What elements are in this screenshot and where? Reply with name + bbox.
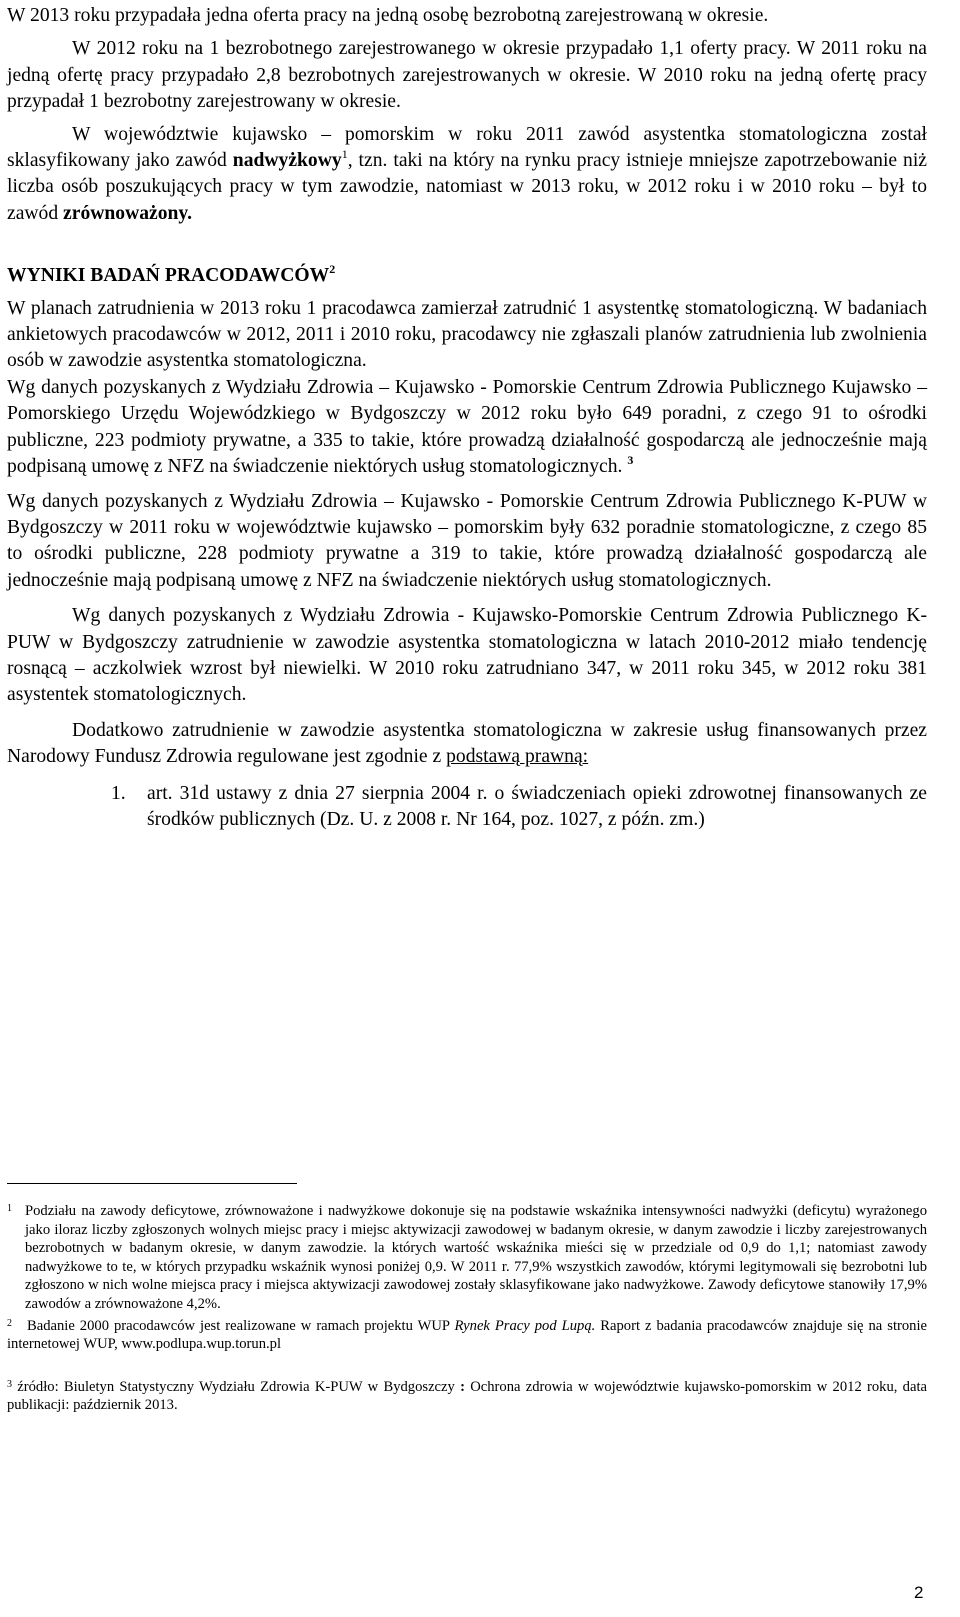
page-number: 2 xyxy=(914,1583,924,1602)
footnote-3-number: 3 xyxy=(7,1378,12,1390)
paragraph-2012-2010-offers: W 2012 roku na 1 bezrobotnego zarejestrowanego w okresie przypadało 1,1 oferty pracy. W 2011 roku na jedną ofertę pracy przypadało 2,8 bezrobotnych zarejestrowanych w okresie. W 2010 roku na jedną ofertę pracy przypadał 1 bezrobotny zarejestrowany w okresie. xyxy=(7,38,927,113)
legal-basis-link[interactable]: podstawą prawną: xyxy=(446,746,589,768)
footnote-separator xyxy=(7,1183,297,1184)
footnote-3-text-cont: Ochrona zdrowia w województwie kujawsko-pomorskim w 2012 roku, data publikacji: październik 2013. xyxy=(7,1378,927,1414)
list-item xyxy=(7,781,927,834)
paragraph-occupation-classification xyxy=(7,122,927,228)
legal-basis-text: Dodatkowo zatrudnienie w zawodzie asystentka stomatologiczna w zakresie usług finansowanych przez Narodowy Fundusz Zdrowia regulowane jest zgodnie z xyxy=(7,719,927,768)
footnote-3-colon: : xyxy=(460,1378,465,1395)
project-name: Rynek Pracy pod Lupą. xyxy=(454,1317,596,1334)
footnote-3-text: źródło: Biuletyn Statystyczny Wydziału Zdrowia K-PUW w Bydgoszczy xyxy=(17,1378,461,1395)
paragraph-employer-plans: W planach zatrudnienia w 2013 roku 1 pracodawca zamierzał zatrudnić 1 asystentkę stomatologiczną. W badaniach ankietowych pracodawców w 2012, 2011 i 2010 roku, pracodawcy nie zgłaszali planów zatrudnienia lub zwolnienia osób w zawodzie asystentka stomatologiczna. xyxy=(7,297,927,372)
paragraph-clinics-2012 xyxy=(7,375,927,481)
paragraph-employment-trend: Wg danych pozyskanych z Wydziału Zdrowia - Kujawsko-Pomorskie Centrum Zdrowia Publicznego K-PUW w Bydgoszczy zatrudnienie w zawodzie asystentka stomatologiczna w latach 2010-2012 miało tendencję rosnącą – aczkolwiek wzrost był niewielki. W 2010 roku zatrudniano 347, w 2011 roku 345, w 2012 roku 381 asystentek stomatologicznych. xyxy=(7,605,927,706)
paragraph-2013-offers: W 2013 roku przypadała jedna oferta pracy na jedną osobę bezrobotną zarejestrowaną w okresie. xyxy=(7,5,769,26)
footnote-ref-1[interactable]: 1 xyxy=(341,146,348,161)
list-item-text: art. 31d ustawy z dnia 27 sierpnia 2004 r. o świadczeniach opieki zdrowotnej finansowanych ze środków publicznych (Dz. U. z 2008 r. Nr 164, poz. 1027, z późn. zm.) xyxy=(147,782,927,830)
footnote-1-text: Podziału na zawody deficytowe, zrównoważone i nadwyżkowe dokonuje się na podstawie wskaźnika intensywności nadwyżki (deficytu) wyrażonego jako iloraz liczby zgłoszonych wolnych miejsc pracy i miejsc aktywizacji zawodowej w badanym okresie, w danym zawodzie i liczby zarejestrowanych bezrobotnych w badanym okresie, w danym zawodzie. la których wartość wskaźnika mieści się w przedziale od 0,9 do 1,1; natomiast zawody nadwyżkowe to te, w których przypadku wskaźnik wynosi poniżej 0,9. W 2011 r. 77,9% wszystkich zawodów, którymi legitymowali się bezrobotni lub zgłoszono w nich wolne miejsca pracy i miejsca aktywizacji zawodowej zostały sklasyfikowane jako nadwyżkowe. Zawody deficytowe stanowiły 17,9% zawodów a zrównoważone 4,2%. xyxy=(25,1203,927,1312)
paragraph-legal-basis xyxy=(7,718,927,771)
classification-text: W województwie kujawsko – pomorskim w roku 2011 zawód asystentka stomatologiczna został sklasyfikowany jako zawód xyxy=(7,123,927,172)
section-heading xyxy=(7,263,927,289)
footnote-ref-3[interactable]: 3 xyxy=(627,452,634,467)
footnote-1 xyxy=(7,1202,927,1314)
heading-text: WYNIKI BADAŃ PRACODAWCÓW xyxy=(7,265,330,287)
classification-text-cont: , tzn. taki na który na rynku pracy istnieje mniejsze zapotrzebowanie niż liczba osób poszukujących pracy w tym zawodzie, natomiast w 2013 roku, w 2012 roku i w 2010 roku – był to zawód xyxy=(7,150,927,224)
footnote-3 xyxy=(7,1378,927,1415)
surplus-term: nadwyżkowy xyxy=(232,150,342,172)
clinics-2012-text: Wg danych pozyskanych z Wydziału Zdrowia – Kujawsko - Pomorskie Centrum Zdrowia Publicznego Kujawsko – Pomorskiego Urzędu Wojewódzkiego w Bydgoszczy w 2012 roku było 649 poradni, z czego 91 to ośrodki publiczne, 223 podmioty prywatne, a 335 to takie, które prowadzą działalność gospodarczą ale jednocześnie mają podpisaną umowę z NFZ na świadczenie niektórych usług stomatologicznych. xyxy=(7,376,927,478)
footnotes xyxy=(7,1202,927,1415)
paragraph-clinics-2011: Wg danych pozyskanych z Wydziału Zdrowia – Kujawsko - Pomorskie Centrum Zdrowia Publicznego K-PUW w Bydgoszczy w 2011 roku w województwie kujawsko – pomorskim były 632 poradnie stomatologiczne, z czego 85 to ośrodki publiczne, 228 podmioty prywatne a 319 to takie, które prowadzą działalność gospodarczą ale jednocześnie mają podpisaną umowę z NFZ na świadczenie niektórych usług stomatologicznych. xyxy=(7,490,927,591)
list-item-number: 1. xyxy=(111,782,126,804)
footnote-1-number: 1 xyxy=(7,1203,12,1214)
main-text xyxy=(7,3,927,833)
footnote-2 xyxy=(7,1317,927,1354)
balanced-term: zrównoważony. xyxy=(63,202,193,224)
footnote-2-text-cont: Raport z badania pracodawców znajduje się na stronie internetowej WUP, www.podlupa.wup.torun.pl xyxy=(7,1317,928,1353)
footnote-2-number: 2 xyxy=(7,1317,12,1329)
footnote-ref-2[interactable]: 2 xyxy=(329,261,336,276)
footnote-2-text: Badanie 2000 pracodawców jest realizowane w ramach projektu WUP xyxy=(27,1317,455,1334)
